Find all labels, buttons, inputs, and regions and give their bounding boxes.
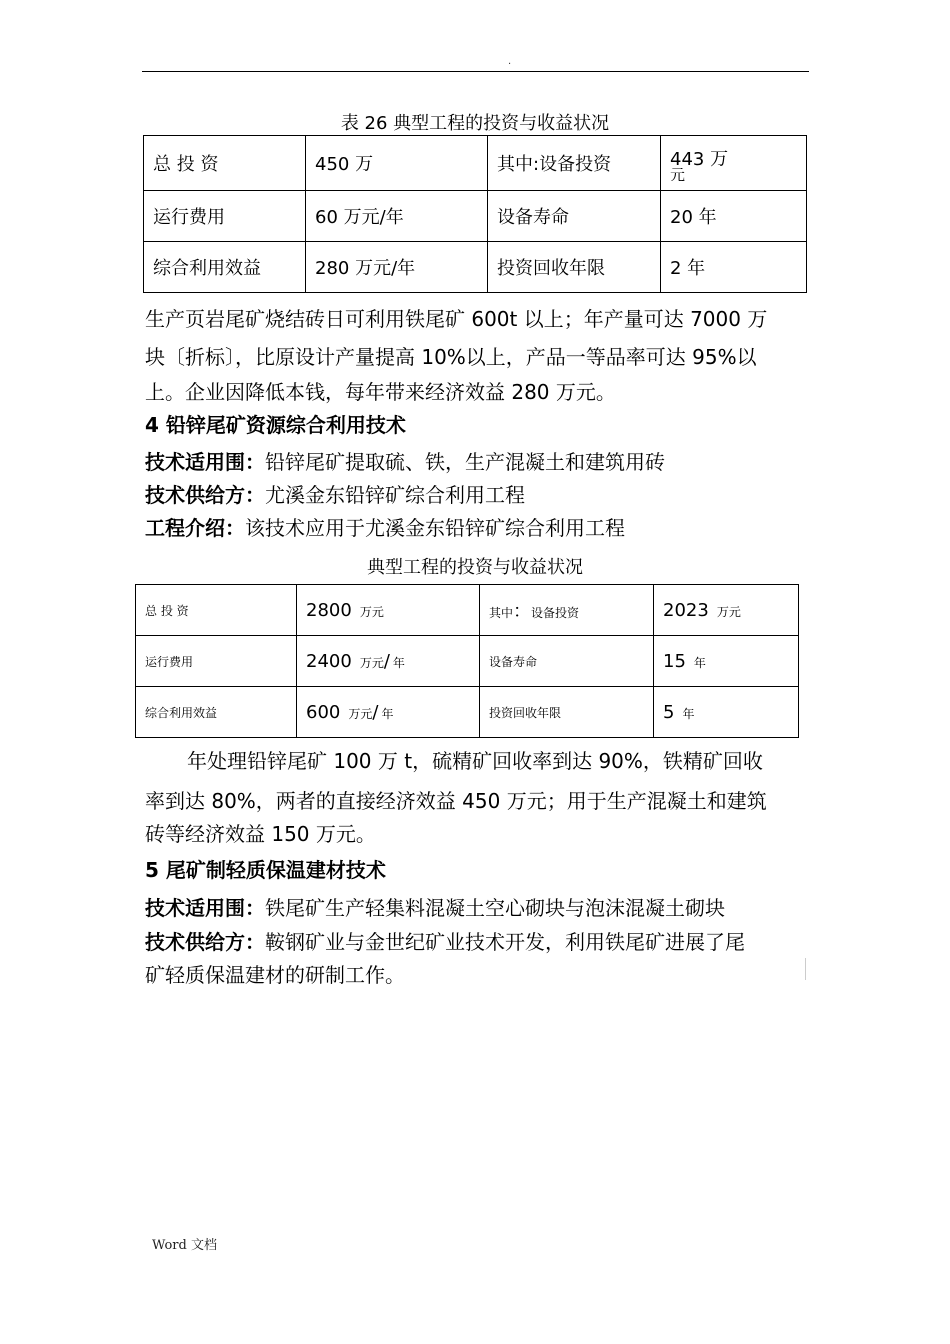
slash: / <box>383 650 390 672</box>
header-dot: . <box>508 56 512 67</box>
table-cell: 总 投 资 <box>144 136 306 191</box>
value: 尤溪金东铅锌矿综合利用工程 <box>265 483 525 507</box>
table-cell: 20 年 <box>661 191 807 242</box>
table-cell: 总 投 资 <box>136 585 297 636</box>
paragraph-line: 砖等经济效益 150 万元。 <box>145 822 376 846</box>
table-cell: 综合利用效益 <box>144 242 306 293</box>
value: 鞍钢矿业与金世纪矿业技术开发，利用铁尾矿进展了尾 <box>265 930 745 954</box>
table-cell <box>654 585 799 636</box>
paragraph-line: 上。企业因降低本钱，每年带来经济效益 280 万元。 <box>145 380 616 404</box>
paragraph-line: 生产页岩尾矿烧结砖日可利用铁尾矿 600t 以上；年产量可达 7000 万 <box>145 307 768 331</box>
cell-value: 15 <box>663 650 686 672</box>
table-cell: 综合利用效益 <box>136 687 297 738</box>
paragraph-line: 矿轻质保温建材的研制工作。 <box>145 963 405 987</box>
tech-scope <box>145 446 835 475</box>
label: 工程介绍： <box>145 516 245 540</box>
cell-unit: 年 <box>381 706 394 721</box>
cell-unit-wrap: 元 <box>670 167 686 181</box>
table-cell: 设备寿命 <box>480 636 654 687</box>
section-heading: 4 铅锌尾矿资源综合利用技术 <box>145 413 406 437</box>
label: 技术适用围： <box>145 450 265 474</box>
investment-table-1 <box>143 135 807 293</box>
project-intro <box>145 512 835 541</box>
cell-value: 5 <box>663 701 675 723</box>
margin-mark <box>805 958 806 980</box>
section-heading: 5 尾矿制轻质保温建材技术 <box>145 858 386 882</box>
table-row <box>136 687 799 738</box>
table-cell: 其中:设备投资 <box>488 136 661 191</box>
paragraph-line: 年处理铅锌尾矿 100 万 t，硫精矿回收率到达 90%，铁精矿回收 <box>187 749 763 773</box>
text: ： <box>513 601 532 622</box>
table2-caption: 典型工程的投资与收益状况 <box>367 557 583 578</box>
cell-unit: 万元 <box>359 655 384 670</box>
table-cell: 280 万元/年 <box>306 242 488 293</box>
footer-text: Word 文档 <box>152 1238 217 1253</box>
investment-table-2 <box>135 584 799 738</box>
cell-unit: 年 <box>682 706 695 721</box>
cell-value: 2023 <box>663 599 709 621</box>
table1-caption: 表 26 典型工程的投资与收益状况 <box>340 113 610 134</box>
cell-value: 443 万 <box>670 148 729 170</box>
cell-value: 2800 <box>306 599 352 621</box>
cell-unit: 万元 <box>716 604 741 619</box>
value: 该技术应用于尤溪金东铅锌矿综合利用工程 <box>245 516 625 540</box>
table-row <box>136 585 799 636</box>
header-rule <box>142 71 809 72</box>
table-cell: 2 年 <box>661 242 807 293</box>
label: 技术供给方： <box>145 483 265 507</box>
table-cell <box>297 687 480 738</box>
label: 技术适用围： <box>145 896 265 920</box>
tech-supplier <box>145 926 835 955</box>
table-cell: 设备寿命 <box>488 191 661 242</box>
cell-unit: 万元 <box>348 706 373 721</box>
tech-supplier <box>145 479 835 508</box>
table-row <box>136 636 799 687</box>
paragraph-line: 率到达 80%，两者的直接经济效益 450 万元；用于生产混凝土和建筑 <box>145 789 767 813</box>
table-row <box>144 191 807 242</box>
table-cell <box>297 636 480 687</box>
cell-unit: 年 <box>693 655 706 670</box>
cell-unit: 年 <box>392 655 405 670</box>
table-cell: 运行费用 <box>136 636 297 687</box>
table-cell: 运行费用 <box>144 191 306 242</box>
cell-value: 2400 <box>306 650 352 672</box>
cell-value: 600 <box>306 701 341 723</box>
value: 铁尾矿生产轻集料混凝土空心砌块与泡沫混凝土砌块 <box>265 896 725 920</box>
table-cell: 60 万元/年 <box>306 191 488 242</box>
value: 铅锌尾矿提取硫、铁，生产混凝土和建筑用砖 <box>265 450 665 474</box>
table-cell <box>297 585 480 636</box>
table-row <box>144 136 807 191</box>
table-cell <box>654 687 799 738</box>
table-cell: 450 万 <box>306 136 488 191</box>
table-row <box>144 242 807 293</box>
cell-unit: 万元 <box>359 604 384 619</box>
table-cell <box>480 585 654 636</box>
label: 技术供给方： <box>145 930 265 954</box>
tech-scope <box>145 892 835 921</box>
table-cell <box>661 136 807 191</box>
table-cell: 投资回收年限 <box>480 687 654 738</box>
slash: / <box>372 701 379 723</box>
table-cell: 投资回收年限 <box>488 242 661 293</box>
table-cell <box>654 636 799 687</box>
paragraph-line: 块〔折标〕，比原设计产量提高 10%以上，产品一等品率可达 95%以 <box>145 345 757 369</box>
text: 设备投资 <box>531 606 580 620</box>
text: 其中 <box>489 606 514 620</box>
